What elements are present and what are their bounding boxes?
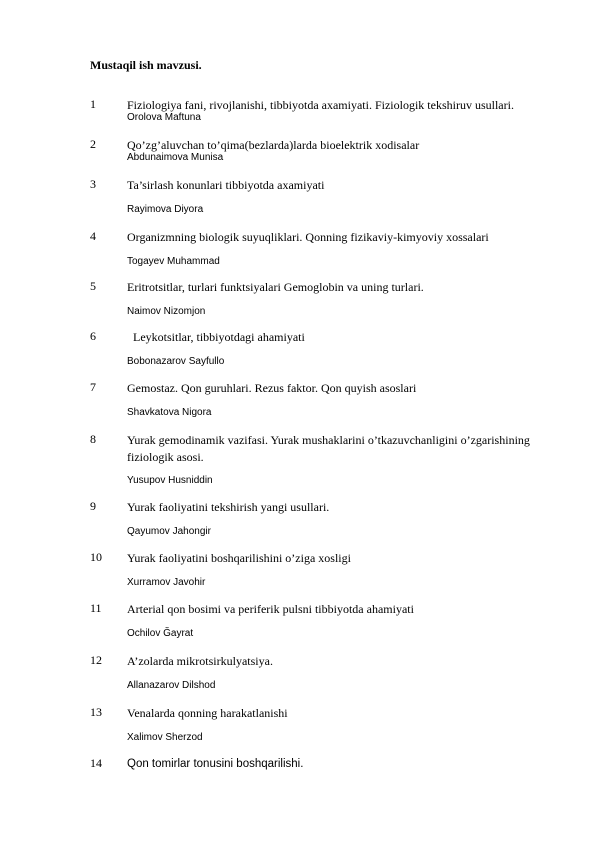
item-number: 13 xyxy=(90,705,102,719)
item-topic: Yurak faoliyatini boshqarilishini o’ziga xosligi xyxy=(127,551,351,565)
item-topic: Yurak gemodinamik vazifasi. Yurak mushaklarini o’tkazuvchanligini o’zgarishining fiziologik asosi. xyxy=(127,433,530,464)
item-topic: Leykotsitlar, tibbiyotdagi ahamiyati xyxy=(133,330,305,344)
item-number: 2 xyxy=(90,137,96,151)
item-author: Xalimov Sherzod xyxy=(127,732,203,743)
item-author: Togayev Muhammad xyxy=(127,256,220,267)
item-author: Orolova Maftuna xyxy=(127,112,201,123)
item-topic: Yurak faoliyatini tekshirish yangi usullari. xyxy=(127,500,330,514)
item-topic: Arterial qon bosimi va periferik pulsni tibbiyotda ahamiyati xyxy=(127,602,414,616)
item-author: Yusupov Husniddin xyxy=(127,475,213,486)
item-topic: Venalarda qonning harakatlanishi xyxy=(127,706,288,720)
item-topic: Fiziologiya fani, rivojlanishi, tibbiyotda axamiyati. Fiziologik tekshiruv usullari. xyxy=(127,98,514,112)
item-author: Abdunaimova Munisa xyxy=(127,152,224,163)
item-author: Naimov Nizomjon xyxy=(127,306,206,317)
item-topic: A’zolarda mikrotsirkulyatsiya. xyxy=(127,654,273,668)
item-author: Ochilov Ğayrat xyxy=(127,628,194,639)
item-number: 10 xyxy=(90,550,102,564)
item-topic: Qo’zg’aluvchan to’qima(bezlarda)larda bioelektrik xodisalar xyxy=(127,138,420,152)
item-number: 3 xyxy=(90,177,96,191)
item-number: 7 xyxy=(90,380,96,394)
item-author: Qayumov Jahongir xyxy=(127,526,211,537)
item-topic: Ta’sirlash konunlari tibbiyotda axamiyati xyxy=(127,178,325,192)
item-number: 1 xyxy=(90,97,96,111)
item-author: Bobonazarov Sayfullo xyxy=(127,356,225,367)
item-number: 5 xyxy=(90,279,96,293)
item-number: 6 xyxy=(90,329,96,343)
page-title: Mustaqil ish mavzusi. xyxy=(90,58,202,72)
item-number: 4 xyxy=(90,229,96,243)
item-number: 9 xyxy=(90,499,96,513)
item-topic: Gemostaz. Qon guruhlari. Rezus faktor. Qon quyish asoslari xyxy=(127,381,417,395)
item-author: Rayimova Diyora xyxy=(127,204,204,215)
item-number: 14 xyxy=(90,756,102,770)
item-author: Allanazarov Dilshod xyxy=(127,680,216,691)
item-author: Shavkatova Nigora xyxy=(127,407,212,418)
item-author: Xurramov Javohir xyxy=(127,577,206,588)
item-number: 12 xyxy=(90,653,102,667)
item-topic: Organizmning biologik suyuqliklari. Qonning fizikaviy-kimyoviy xossalari xyxy=(127,230,489,244)
item-number: 11 xyxy=(90,601,102,615)
item-topic: Qon tomirlar tonusini boshqarilishi. xyxy=(127,758,304,770)
item-topic: Eritrotsitlar, turlari funktsiyalari Gemoglobin va uning turlari. xyxy=(127,280,424,294)
item-number: 8 xyxy=(90,432,96,446)
